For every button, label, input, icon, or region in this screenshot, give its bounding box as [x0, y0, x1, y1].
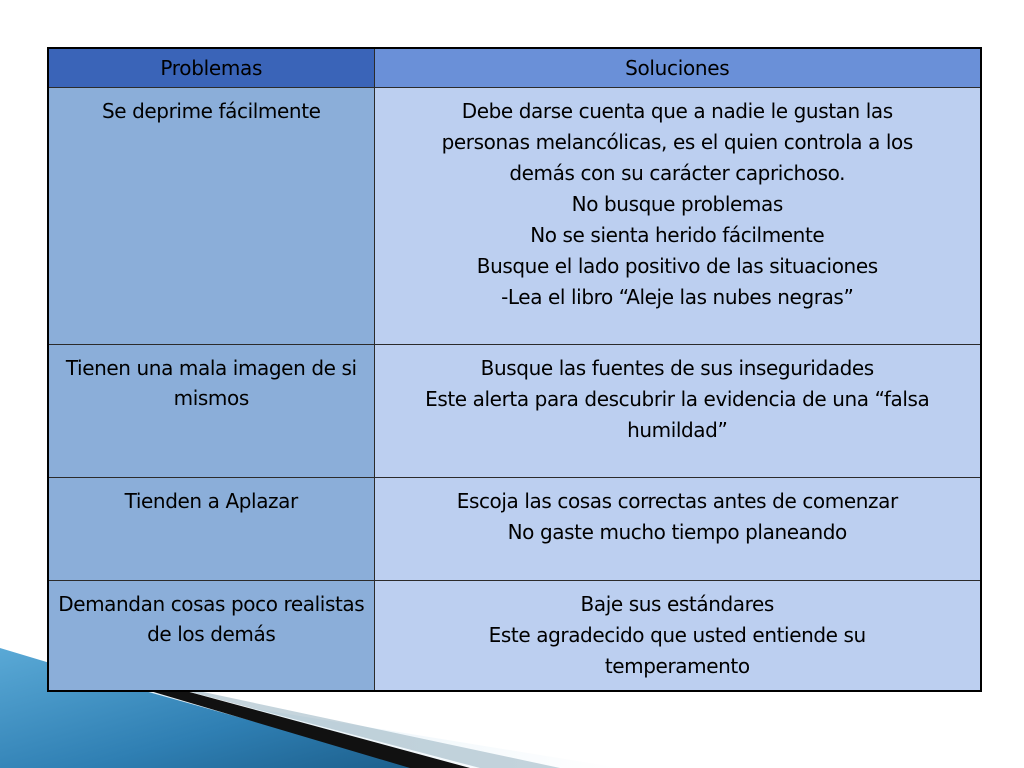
solution-line: demás con su carácter caprichoso. — [509, 161, 846, 185]
problem-cell: Tienen una mala imagen de si mismos — [48, 345, 374, 478]
solution-line: Este alerta para descubrir la evidencia de una “falsa — [425, 387, 930, 411]
table-row — [48, 345, 981, 478]
solution-line: Este agradecido que usted entiende su — [488, 623, 866, 647]
problem-cell: Se deprime fácilmente — [48, 88, 374, 345]
solution-line: humildad” — [627, 418, 728, 442]
solution-cell — [374, 478, 981, 581]
table-row — [48, 581, 981, 692]
solution-line: No gaste mucho tiempo planeando — [507, 520, 847, 544]
solution-cell — [374, 345, 981, 478]
solution-line: personas melancólicas, es el quien controla a los — [441, 130, 913, 154]
header-problemas: Problemas — [48, 48, 374, 88]
table-row — [48, 88, 981, 345]
table-row — [48, 478, 981, 581]
solution-line: No se sienta herido fácilmente — [530, 223, 825, 247]
solution-line: Debe darse cuenta que a nadie le gustan las — [461, 99, 893, 123]
solution-line: Busque las fuentes de sus inseguridades — [480, 356, 874, 380]
solution-line: Baje sus estándares — [580, 592, 774, 616]
solution-line: No busque problemas — [571, 192, 783, 216]
solution-line: Busque el lado positivo de las situaciones — [476, 254, 878, 278]
solution-line: Escoja las cosas correctas antes de comenzar — [456, 489, 898, 513]
table-header-row — [48, 48, 981, 88]
solution-cell — [374, 88, 981, 345]
header-soluciones: Soluciones — [374, 48, 981, 88]
problems-solutions-table — [47, 47, 982, 692]
solution-line: temperamento — [604, 654, 750, 678]
solution-line: -Lea el libro “Aleje las nubes negras” — [501, 285, 854, 309]
problem-cell: Tienden a Aplazar — [48, 478, 374, 581]
problem-cell: Demandan cosas poco realistas de los demás — [48, 581, 374, 692]
solution-cell — [374, 581, 981, 692]
